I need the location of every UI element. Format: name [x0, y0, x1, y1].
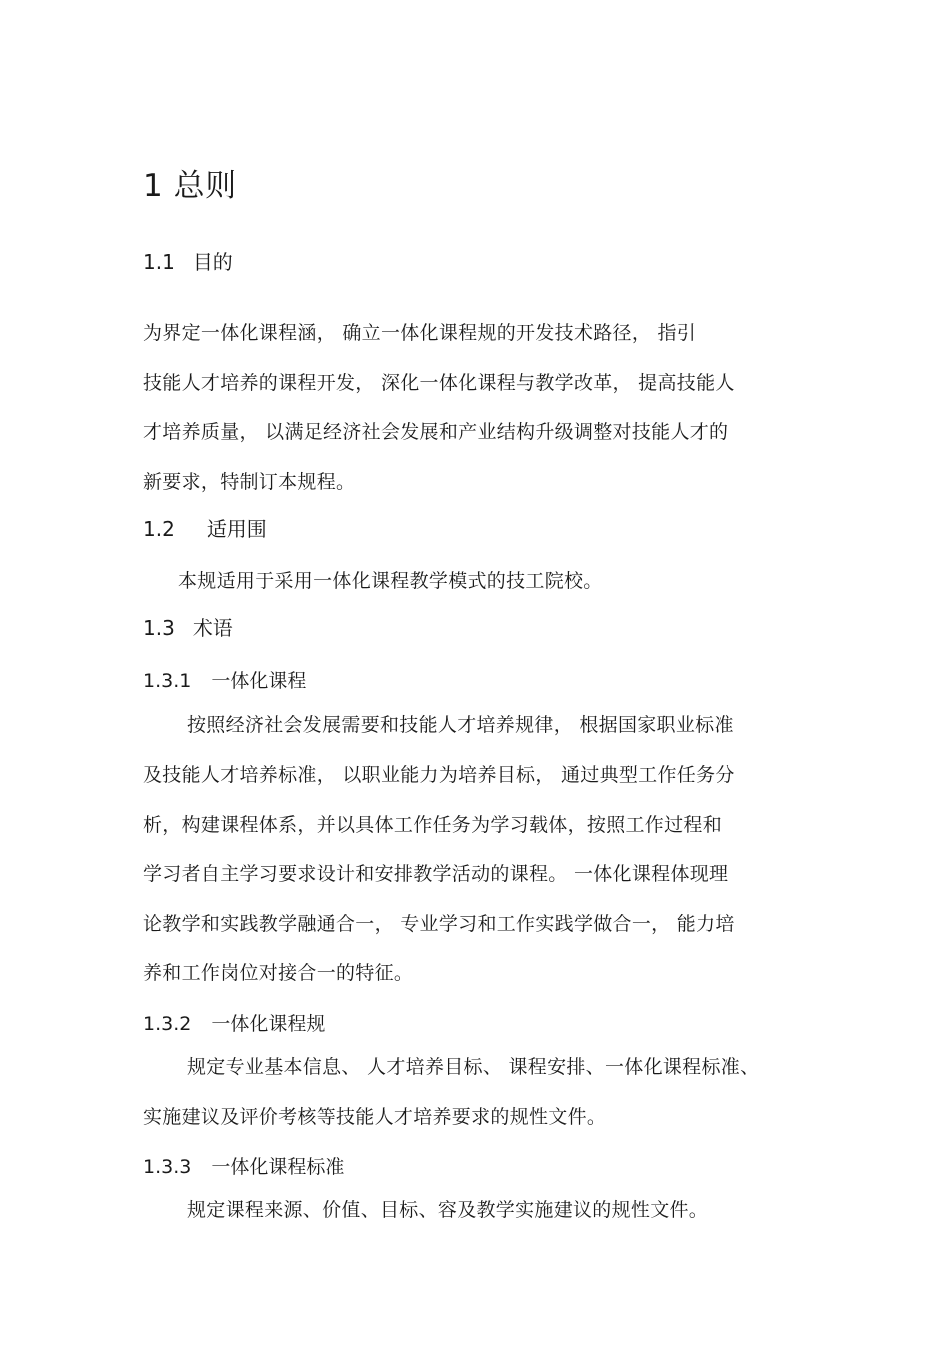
subsection-number: 1.3.3 [143, 1156, 192, 1178]
subsection-number: 1.3.2 [143, 1013, 192, 1035]
paragraph-line: 本规适用于采用一体化课程教学模式的技工院校。 [178, 570, 603, 592]
section-number: 1.1 [143, 250, 175, 274]
subsection-heading-1-3-2 [143, 1009, 325, 1036]
paragraph-line: 为界定一体化课程涵， 确立一体化课程规的开发技术路径， 指引 [143, 322, 697, 344]
chapter-title: 总则 [173, 168, 237, 204]
section-title: 术语 [192, 616, 233, 640]
paragraph-line: 技能人才培养的课程开发， 深化一体化课程与教学改革， 提高技能人 [143, 372, 735, 394]
subsection-title: 一体化课程标准 [211, 1156, 345, 1178]
paragraph-line: 学习者自主学习要求设计和安排教学活动的课程。 一体化课程体现理 [143, 863, 729, 885]
section-heading-1-1 [143, 246, 233, 275]
chapter-heading [143, 160, 237, 205]
section-heading-1-3 [143, 612, 233, 641]
paragraph-line: 规定课程来源、价值、目标、容及教学实施建议的规性文件。 [187, 1199, 709, 1221]
paragraph-line: 及技能人才培养标准， 以职业能力为培养目标， 通过典型工作任务分 [143, 764, 735, 786]
paragraph-line: 析，构建课程体系，并以具体工作任务为学习载体，按照工作过程和 [143, 814, 723, 836]
section-title: 目的 [192, 250, 233, 274]
subsection-heading-1-3-1 [143, 666, 306, 693]
subsection-title: 一体化课程 [211, 670, 307, 692]
paragraph-line: 实施建议及评价考核等技能人才培养要求的规性文件。 [143, 1106, 607, 1128]
subsection-title: 一体化课程规 [211, 1013, 326, 1035]
paragraph-line: 才培养质量， 以满足经济社会发展和产业结构升级调整对技能人才的 [143, 421, 729, 443]
section-number: 1.3 [143, 616, 175, 640]
chapter-number: 1 [143, 168, 164, 204]
subsection-heading-1-3-3 [143, 1152, 344, 1179]
section-title: 适用围 [206, 517, 267, 541]
section-heading-1-2 [143, 513, 267, 542]
paragraph-line: 养和工作岗位对接合一的特征。 [143, 962, 414, 984]
paragraph-line: 论教学和实践教学融通合一， 专业学习和工作实践学做合一， 能力培 [143, 913, 735, 935]
section-number: 1.2 [143, 517, 175, 541]
paragraph-line: 规定专业基本信息、 人才培养目标、 课程安排、一体化课程标准、 [187, 1056, 760, 1078]
subsection-number: 1.3.1 [143, 670, 192, 692]
paragraph-line: 新要求，特制订本规程。 [143, 471, 356, 493]
paragraph-line: 按照经济社会发展需要和技能人才培养规律， 根据国家职业标准 [187, 714, 734, 736]
